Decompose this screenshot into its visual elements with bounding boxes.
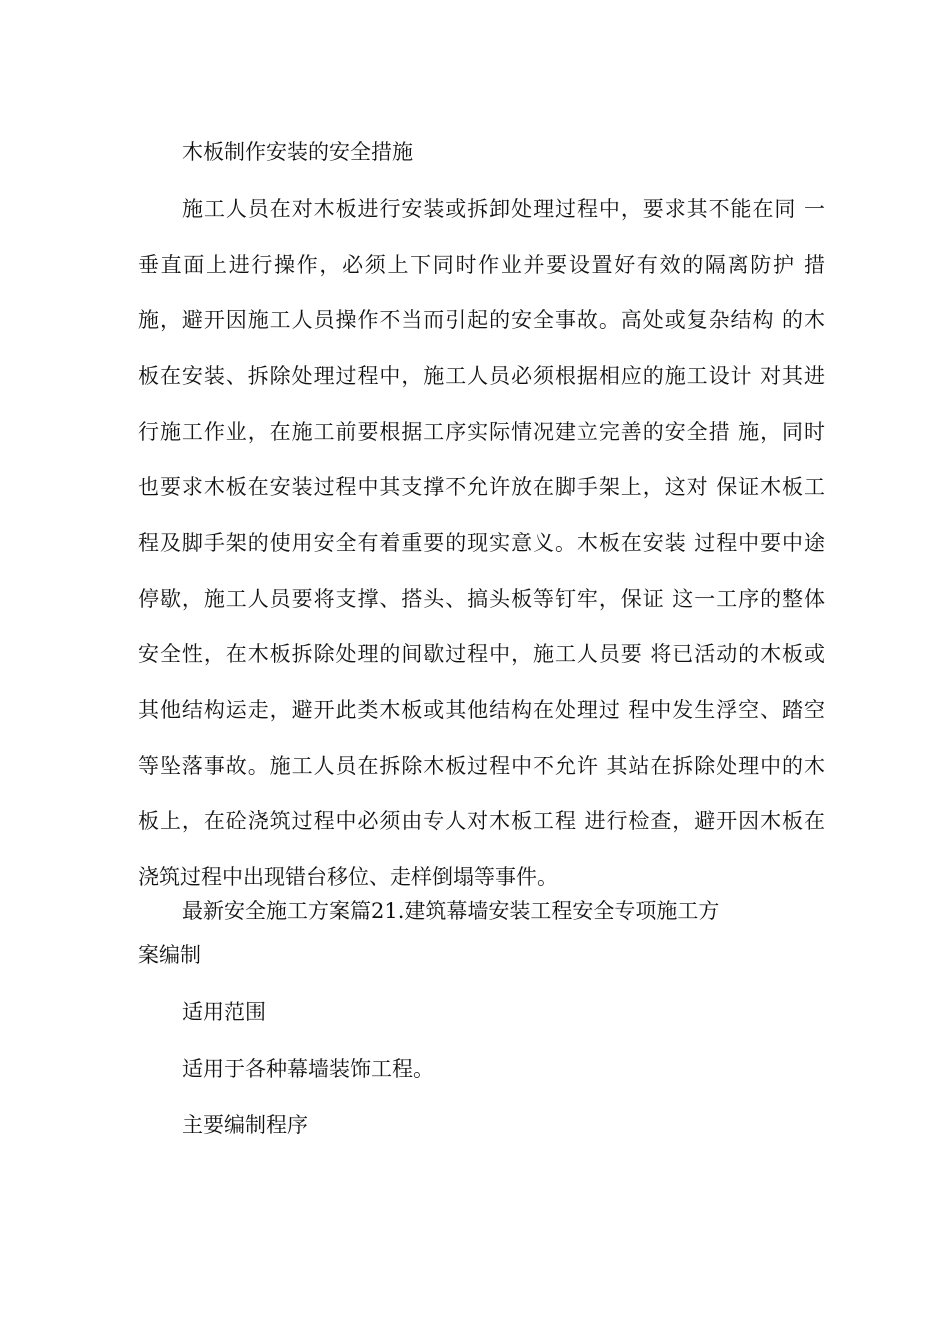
section-heading: 木板制作安装的安全措施 xyxy=(182,140,413,164)
chapter-title-line1: 最新安全施工方案篇21.建筑幕墙安装工程安全专项施工方 xyxy=(182,899,720,923)
paragraph-line: 浇筑过程中出现错台移位、走样倒塌等事件。 xyxy=(138,865,558,889)
paragraph-line: 板在安装、拆除处理过程中，施工人员必须根据相应的施工设计 对其进 xyxy=(138,364,825,388)
procedure-heading: 主要编制程序 xyxy=(182,1113,308,1137)
scope-heading: 适用范围 xyxy=(182,1000,266,1024)
paragraph-line: 等坠落事故。施工人员在拆除木板过程中不允许 其站在拆除处理中的木 xyxy=(138,754,825,778)
paragraph-line: 施工人员在对木板进行安装或拆卸处理过程中，要求其不能在同 一 xyxy=(182,197,825,221)
paragraph-line: 安全性，在木板拆除处理的间歇过程中，施工人员要 将已活动的木板或 xyxy=(138,642,825,666)
paragraph-line: 程及脚手架的使用安全有着重要的现实意义。木板在安装 过程中要中途 xyxy=(138,531,825,555)
paragraph-line: 板上，在砼浇筑过程中必须由专人对木板工程 进行检查，避开因木板在 xyxy=(138,809,825,833)
paragraph-line: 其他结构运走，避开此类木板或其他结构在处理过 程中发生浮空、踏空 xyxy=(138,698,825,722)
paragraph-line: 施，避开因施工人员操作不当而引起的安全事故。高处或复杂结构 的木 xyxy=(138,308,825,332)
paragraph-line: 行施工作业，在施工前要根据工序实际情况建立完善的安全措 施，同时 xyxy=(138,420,825,444)
scope-text: 适用于各种幕墙装饰工程。 xyxy=(182,1057,434,1081)
paragraph-line: 垂直面上进行操作，必须上下同时作业并要设置好有效的隔离防护 措 xyxy=(138,253,825,277)
paragraph-line: 也要求木板在安装过程中其支撑不允许放在脚手架上，这对 保证木板工 xyxy=(138,475,825,499)
paragraph-line: 停歇，施工人员要将支撑、搭头、搞头板等钉牢，保证 这一工序的整体 xyxy=(138,587,825,611)
chapter-title-line2: 案编制 xyxy=(138,943,201,967)
